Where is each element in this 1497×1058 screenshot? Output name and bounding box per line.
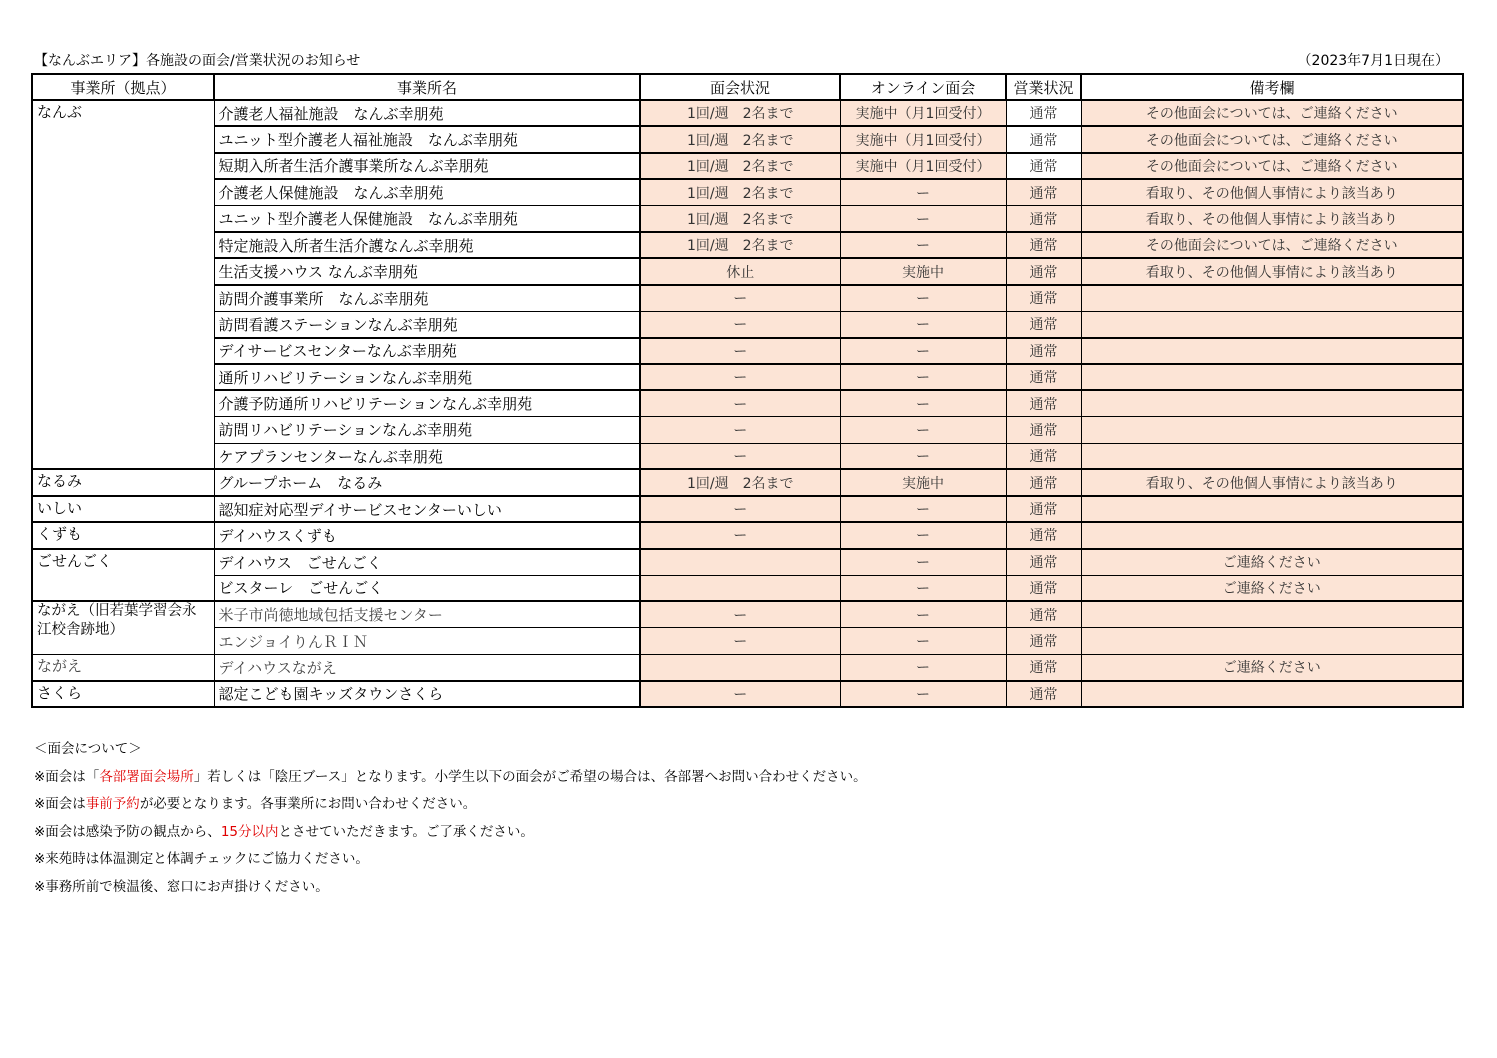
table-row	[32, 522, 1463, 548]
facility-name: 短期入所者生活介護事業所なんぶ幸朋苑	[214, 153, 640, 179]
visit-status: ー	[640, 417, 840, 443]
remarks: ご連絡ください	[1081, 549, 1463, 575]
business-status: 通常	[1006, 628, 1081, 654]
business-status: 通常	[1006, 179, 1081, 205]
note-line-2	[34, 791, 867, 819]
facility-name: 介護予防通所リハビリテーションなんぶ幸朋苑	[214, 390, 640, 416]
remarks: その他面会については、ご連絡ください	[1081, 100, 1463, 126]
remarks: ご連絡ください	[1081, 575, 1463, 601]
remarks	[1081, 522, 1463, 548]
facility-name: 認定こども園キッズタウンさくら	[214, 681, 640, 707]
online-visit: 実施中（月1回受付）	[840, 126, 1006, 152]
note-text: ※面会は	[34, 796, 86, 813]
facility-name: 米子市尚徳地域包括支援センター	[214, 601, 640, 627]
facility-name: エンジョイりんＲＩＮ	[214, 628, 640, 654]
business-status: 通常	[1006, 443, 1081, 469]
note-emphasis: 各部署面会場所	[99, 768, 194, 785]
visit-status: 1回/週 2名まで	[640, 206, 840, 232]
visit-status: ー	[640, 628, 840, 654]
business-status: 通常	[1006, 575, 1081, 601]
base-cell: ながえ（旧若葉学習会永江校舎跡地）	[32, 601, 214, 654]
table-row	[32, 575, 1463, 601]
facility-name: 介護老人保健施設 なんぶ幸朋苑	[214, 179, 640, 205]
table-header-row	[32, 74, 1463, 100]
as-of-date: （2023年7月1日現在）	[1297, 53, 1449, 69]
visit-status: ー	[640, 338, 840, 364]
note-line-1	[34, 764, 867, 792]
base-cell: ごせんごく	[32, 549, 214, 602]
online-visit: ー	[840, 232, 1006, 258]
online-visit: ー	[840, 417, 1006, 443]
facility-status-table	[31, 73, 1464, 708]
facility-name: ユニット型介護老人保健施設 なんぶ幸朋苑	[214, 206, 640, 232]
visit-status: 1回/週 2名まで	[640, 126, 840, 152]
facility-name: 訪問リハビリテーションなんぶ幸朋苑	[214, 417, 640, 443]
remarks: その他面会については、ご連絡ください	[1081, 153, 1463, 179]
business-status: 通常	[1006, 232, 1081, 258]
remarks	[1081, 311, 1463, 337]
table-row	[32, 681, 1463, 707]
visit-status: ー	[640, 364, 840, 390]
remarks: 看取り、その他個人事情により該当あり	[1081, 469, 1463, 495]
facility-name: 訪問介護事業所 なんぶ幸朋苑	[214, 285, 640, 311]
business-status: 通常	[1006, 654, 1081, 680]
visit-status: ー	[640, 285, 840, 311]
remarks: ご連絡ください	[1081, 654, 1463, 680]
online-visit: ー	[840, 628, 1006, 654]
table-row	[32, 390, 1463, 416]
business-status: 通常	[1006, 206, 1081, 232]
visit-status: 休止	[640, 258, 840, 284]
table-row	[32, 126, 1463, 152]
table-row	[32, 549, 1463, 575]
notes-heading: ＜面会について＞	[34, 741, 142, 757]
online-visit: ー	[840, 311, 1006, 337]
table-row	[32, 232, 1463, 258]
business-status: 通常	[1006, 496, 1081, 522]
col-header-note: 備考欄	[1081, 74, 1463, 100]
note-line-4: ※来苑時は体温測定と体調チェックにご協力ください。	[34, 851, 369, 868]
business-status: 通常	[1006, 601, 1081, 627]
business-status: 通常	[1006, 522, 1081, 548]
table-row	[32, 311, 1463, 337]
business-status: 通常	[1006, 338, 1081, 364]
remarks	[1081, 628, 1463, 654]
business-status: 通常	[1006, 681, 1081, 707]
online-visit: ー	[840, 575, 1006, 601]
online-visit: ー	[840, 522, 1006, 548]
facility-name: 訪問看護ステーションなんぶ幸朋苑	[214, 311, 640, 337]
business-status: 通常	[1006, 469, 1081, 495]
online-visit: ー	[840, 443, 1006, 469]
note-line-3	[34, 819, 867, 847]
facility-name: デイハウスくずも	[214, 522, 640, 548]
note-emphasis: 15分以内	[220, 823, 279, 840]
online-visit: ー	[840, 338, 1006, 364]
table-row	[32, 654, 1463, 680]
facility-name: 生活支援ハウス なんぶ幸朋苑	[214, 258, 640, 284]
remarks: その他面会については、ご連絡ください	[1081, 232, 1463, 258]
table-row	[32, 443, 1463, 469]
visit-status	[640, 549, 840, 575]
online-visit: ー	[840, 654, 1006, 680]
business-status: 通常	[1006, 100, 1081, 126]
facility-name: 通所リハビリテーションなんぶ幸朋苑	[214, 364, 640, 390]
note-text: とさせていただきます。ご了承ください。	[278, 823, 534, 840]
visit-status: 1回/週 2名まで	[640, 153, 840, 179]
table-row	[32, 206, 1463, 232]
col-header-visit: 面会状況	[640, 74, 840, 100]
facility-name: ビスターレ ごせんごく	[214, 575, 640, 601]
online-visit: ー	[840, 364, 1006, 390]
col-header-status: 営業状況	[1006, 74, 1081, 100]
online-visit: ー	[840, 179, 1006, 205]
base-cell: くずも	[32, 522, 214, 548]
visit-status	[640, 654, 840, 680]
remarks: その他面会については、ご連絡ください	[1081, 126, 1463, 152]
facility-name: デイハウスながえ	[214, 654, 640, 680]
base-cell: いしい	[32, 496, 214, 522]
visit-status: ー	[640, 443, 840, 469]
note-text: ※面会は「	[34, 768, 100, 785]
remarks: 看取り、その他個人事情により該当あり	[1081, 179, 1463, 205]
remarks	[1081, 285, 1463, 311]
online-visit: ー	[840, 681, 1006, 707]
col-header-online: オンライン面会	[840, 74, 1006, 100]
col-header-base: 事業所（拠点）	[32, 74, 214, 100]
remarks	[1081, 681, 1463, 707]
facility-name: 特定施設入所者生活介護なんぶ幸朋苑	[214, 232, 640, 258]
business-status: 通常	[1006, 258, 1081, 284]
remarks	[1081, 443, 1463, 469]
business-status: 通常	[1006, 311, 1081, 337]
business-status: 通常	[1006, 417, 1081, 443]
online-visit: ー	[840, 601, 1006, 627]
remarks	[1081, 496, 1463, 522]
note-emphasis: 事前予約	[85, 796, 140, 813]
base-cell: なんぶ	[32, 100, 214, 469]
note-text: が必要となります。各事業所にお問い合わせください。	[139, 796, 477, 813]
online-visit: 実施中（月1回受付）	[840, 100, 1006, 126]
table-row	[32, 496, 1463, 522]
note-line-5: ※事務所前で検温後、窓口にお声掛けください。	[34, 878, 329, 895]
visit-notes	[34, 736, 867, 902]
table-row	[32, 153, 1463, 179]
facility-name: デイハウス ごせんごく	[214, 549, 640, 575]
business-status: 通常	[1006, 549, 1081, 575]
table-row	[32, 285, 1463, 311]
visit-status: 1回/週 2名まで	[640, 469, 840, 495]
business-status: 通常	[1006, 364, 1081, 390]
base-cell: なるみ	[32, 469, 214, 495]
visit-status: ー	[640, 522, 840, 548]
remarks	[1081, 417, 1463, 443]
table-row	[32, 258, 1463, 284]
facility-name: 認知症対応型デイサービスセンターいしい	[214, 496, 640, 522]
online-visit: 実施中	[840, 258, 1006, 284]
base-cell: さくら	[32, 681, 214, 707]
online-visit: ー	[840, 285, 1006, 311]
visit-status	[640, 575, 840, 601]
business-status: 通常	[1006, 390, 1081, 416]
business-status: 通常	[1006, 153, 1081, 179]
table-row	[32, 417, 1463, 443]
table-row	[32, 338, 1463, 364]
remarks: 看取り、その他個人事情により該当あり	[1081, 206, 1463, 232]
remarks	[1081, 601, 1463, 627]
remarks	[1081, 390, 1463, 416]
visit-status: 1回/週 2名まで	[640, 179, 840, 205]
page-title: 【なんぶエリア】各施設の面会/営業状況のお知らせ	[34, 53, 361, 69]
visit-status: ー	[640, 496, 840, 522]
visit-status: 1回/週 2名まで	[640, 232, 840, 258]
online-visit: ー	[840, 206, 1006, 232]
visit-status: ー	[640, 311, 840, 337]
facility-name: 介護老人福祉施設 なんぶ幸朋苑	[214, 100, 640, 126]
remarks: 看取り、その他個人事情により該当あり	[1081, 258, 1463, 284]
table-row	[32, 601, 1463, 627]
col-header-name: 事業所名	[214, 74, 640, 100]
online-visit: ー	[840, 496, 1006, 522]
visit-status: ー	[640, 390, 840, 416]
facility-name: ユニット型介護老人福祉施設 なんぶ幸朋苑	[214, 126, 640, 152]
online-visit: 実施中	[840, 469, 1006, 495]
note-text: ※面会は感染予防の観点から、	[34, 823, 221, 840]
table-row	[32, 179, 1463, 205]
remarks	[1081, 364, 1463, 390]
note-text: 」若しくは「陰圧ブース」となります。小学生以下の面会がご希望の場合は、各部署へお問い合わせください。	[193, 768, 867, 785]
remarks	[1081, 338, 1463, 364]
online-visit: 実施中（月1回受付）	[840, 153, 1006, 179]
facility-name: デイサービスセンターなんぶ幸朋苑	[214, 338, 640, 364]
visit-status: ー	[640, 681, 840, 707]
base-cell: ながえ	[32, 654, 214, 680]
business-status: 通常	[1006, 126, 1081, 152]
table-row	[32, 100, 1463, 126]
table-row	[32, 364, 1463, 390]
facility-name: グループホーム なるみ	[214, 469, 640, 495]
visit-status: 1回/週 2名まで	[640, 100, 840, 126]
business-status: 通常	[1006, 285, 1081, 311]
facility-name: ケアプランセンターなんぶ幸朋苑	[214, 443, 640, 469]
table-row	[32, 469, 1463, 495]
online-visit: ー	[840, 390, 1006, 416]
table-row	[32, 628, 1463, 654]
online-visit: ー	[840, 549, 1006, 575]
visit-status: ー	[640, 601, 840, 627]
